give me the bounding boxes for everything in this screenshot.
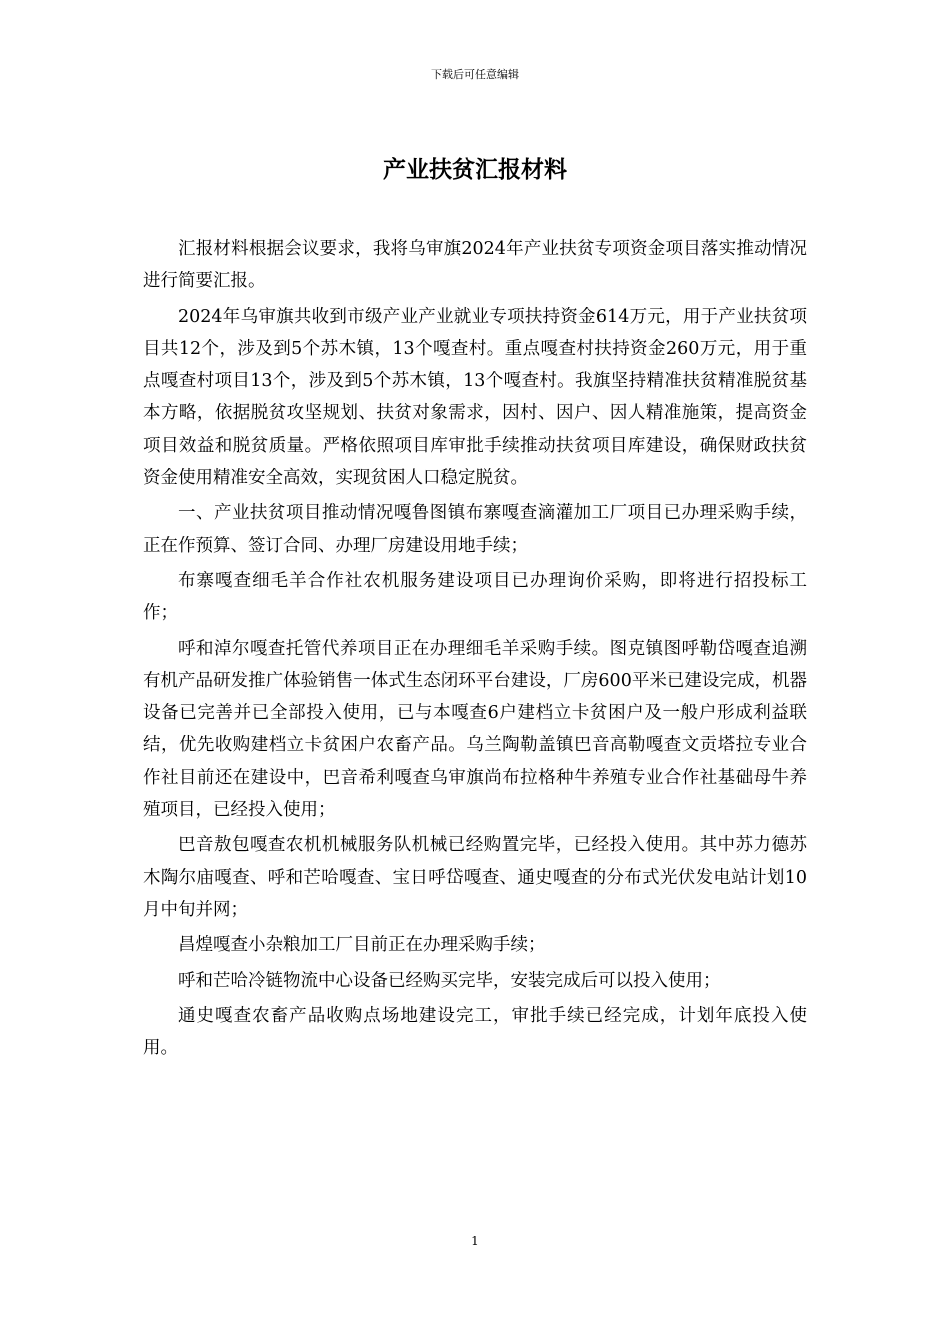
- paragraph-buzhai-project: 布寨嘎查细毛羊合作社农机服务建设项目已办理询价采购，即将进行招投标工作；: [143, 570, 807, 624]
- document-title: 产业扶贫汇报材料: [383, 157, 567, 183]
- header-note: 下载后可任意编辑: [431, 68, 519, 81]
- document-body: [143, 233, 807, 1067]
- paragraph-intro: 汇报材料根据会议要求，我将乌审旗2024年产业扶贫专项资金项目落实推动情况进行简要汇报。: [143, 239, 807, 292]
- page-number: 1: [471, 1234, 479, 1248]
- paragraph-cold-chain-project: 呼和芒哈冷链物流中心设备已经购买完毕，安装完成后可以投入使用；: [178, 970, 721, 991]
- paragraph-bayinaobao-project: 巴音敖包嘎查农机机械服务队机械已经购置完毕，已经投入使用。其中苏力德苏木陶尔庙嘎查、呼和芒哈嘎查、宝日呼岱嘎查、通史嘎查的分布式光伏发电站计划10月中旬并网；: [143, 835, 807, 920]
- paragraph-huhenaoer-project: 呼和淖尔嘎查托管代养项目正在办理细毛羊采购手续。图克镇图呼勒岱嘎查追溯有机产品研发推广体验销售一体式生态闭环平台建设，厂房600平米已建设完成，机器设备已完善并已全部投入使用，已与本嘎查6户建档立卡贫困户及一般户形成利益联结，优先收购建档立卡贫困户农畜产品。乌兰陶勒盖镇巴音高勒嘎查文贡塔拉专业合作社目前还在建设中，巴音希利嘎查乌审旗尚布拉格种牛养殖专业合作社基础母牛养殖项目，已经投入使用；: [143, 638, 807, 821]
- paragraph-tongshi-project: 通史嘎查农畜产品收购点场地建设完工，审批手续已经完成，计划年底投入使用。: [143, 1005, 807, 1059]
- paragraph-changhuang-project: 昌煌嘎查小杂粮加工厂目前正在办理采购手续；: [178, 935, 546, 956]
- paragraph-funding-overview: 2024年乌审旗共收到市级产业产业就业专项扶持资金614万元，用于产业扶贫项目共12个，涉及到5个苏木镇，13个嘎查村。重点嘎查村扶持资金260万元，用于重点嘎查村项目13个，涉及到5个苏木镇，13个嘎查村。我旗坚持精准扶贫精准脱贫基本方略，依据脱贫攻坚规划、扶贫对象需求，因村、因户、因人精准施策，提高资金项目效益和脱贫质量。严格依照项目库审批手续推动扶贫项目库建设，确保财政扶贫资金使用精准安全高效，实现贫困人口稳定脱贫。: [143, 306, 807, 489]
- paragraph-section-one: 一、产业扶贫项目推动情况嘎鲁图镇布寨嘎查滴灌加工厂项目已办理采购手续，正在作预算、签订合同、办理厂房建设用地手续；: [143, 503, 807, 556]
